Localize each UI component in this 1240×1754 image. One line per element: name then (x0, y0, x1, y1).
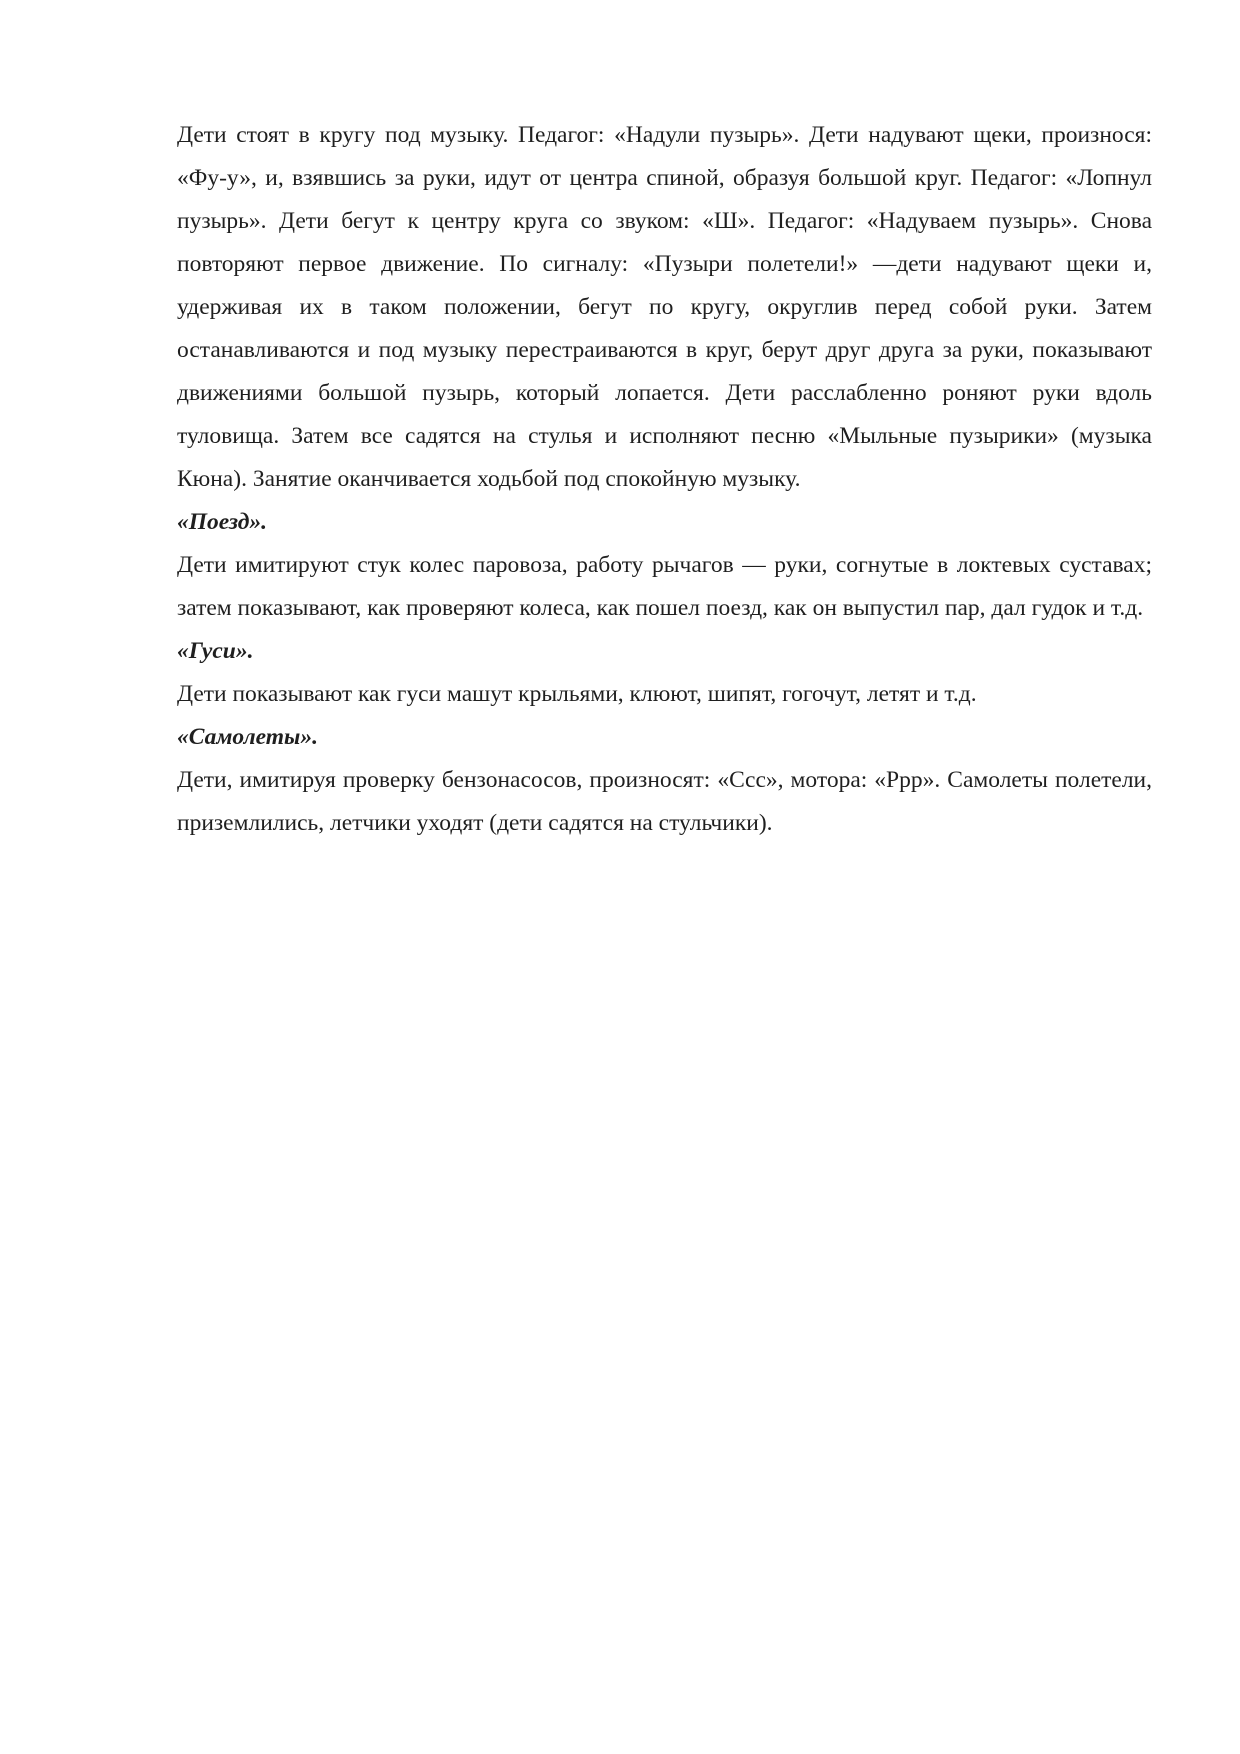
heading-train: «Поезд». (177, 509, 268, 535)
paragraph-planes: Дети, имитируя проверку бензонасосов, произносят: «Ссс», мотора: «Ррр». Самолеты полетели, приземлились, летчики уходят (дети садятся на стульчики). (177, 767, 1152, 836)
paragraph-bubbles: Дети стоят в кругу под музыку. Педагог: «Надули пузырь». Дети надувают щеки, произнося: «Фу-у», и, взявшись за руки, идут от центра спиной, образуя большой круг. Педагог: «Лопнул пузырь». Дети бегут к центру круга со звуком: «Ш». Педагог: «Надуваем пузырь». Снова повторяют первое движение. По сигналу: «Пузыри полетели!» —дети надувают щеки и, удерживая их в таком положении, бегут по кругу, округлив перед собой руки. Затем останавливаются и под музыку перестраиваются в круг, берут друг друга за руки, показывают движениями большой пузырь, который лопается. Дети расслабленно роняют руки вдоль туловища. Затем все садятся на стулья и исполняют песню «Мыльные пузырики» (музыка Кюна). Занятие оканчивается ходьбой под спокойную музыку. (177, 122, 1152, 492)
document-body (177, 114, 1152, 845)
heading-geese: «Гуси». (177, 638, 254, 664)
heading-planes: «Самолеты». (177, 724, 318, 750)
paragraph-train: Дети имитируют стук колес паровоза, работу рычагов — руки, согнутые в локтевых суставах; затем показывают, как проверяют колеса, как пошел поезд, как он выпустил пар, дал гудок и т.д. (177, 552, 1152, 621)
paragraph-geese: Дети показывают как гуси машут крыльями, клюют, шипят, гогочут, летят и т.д. (177, 681, 977, 707)
